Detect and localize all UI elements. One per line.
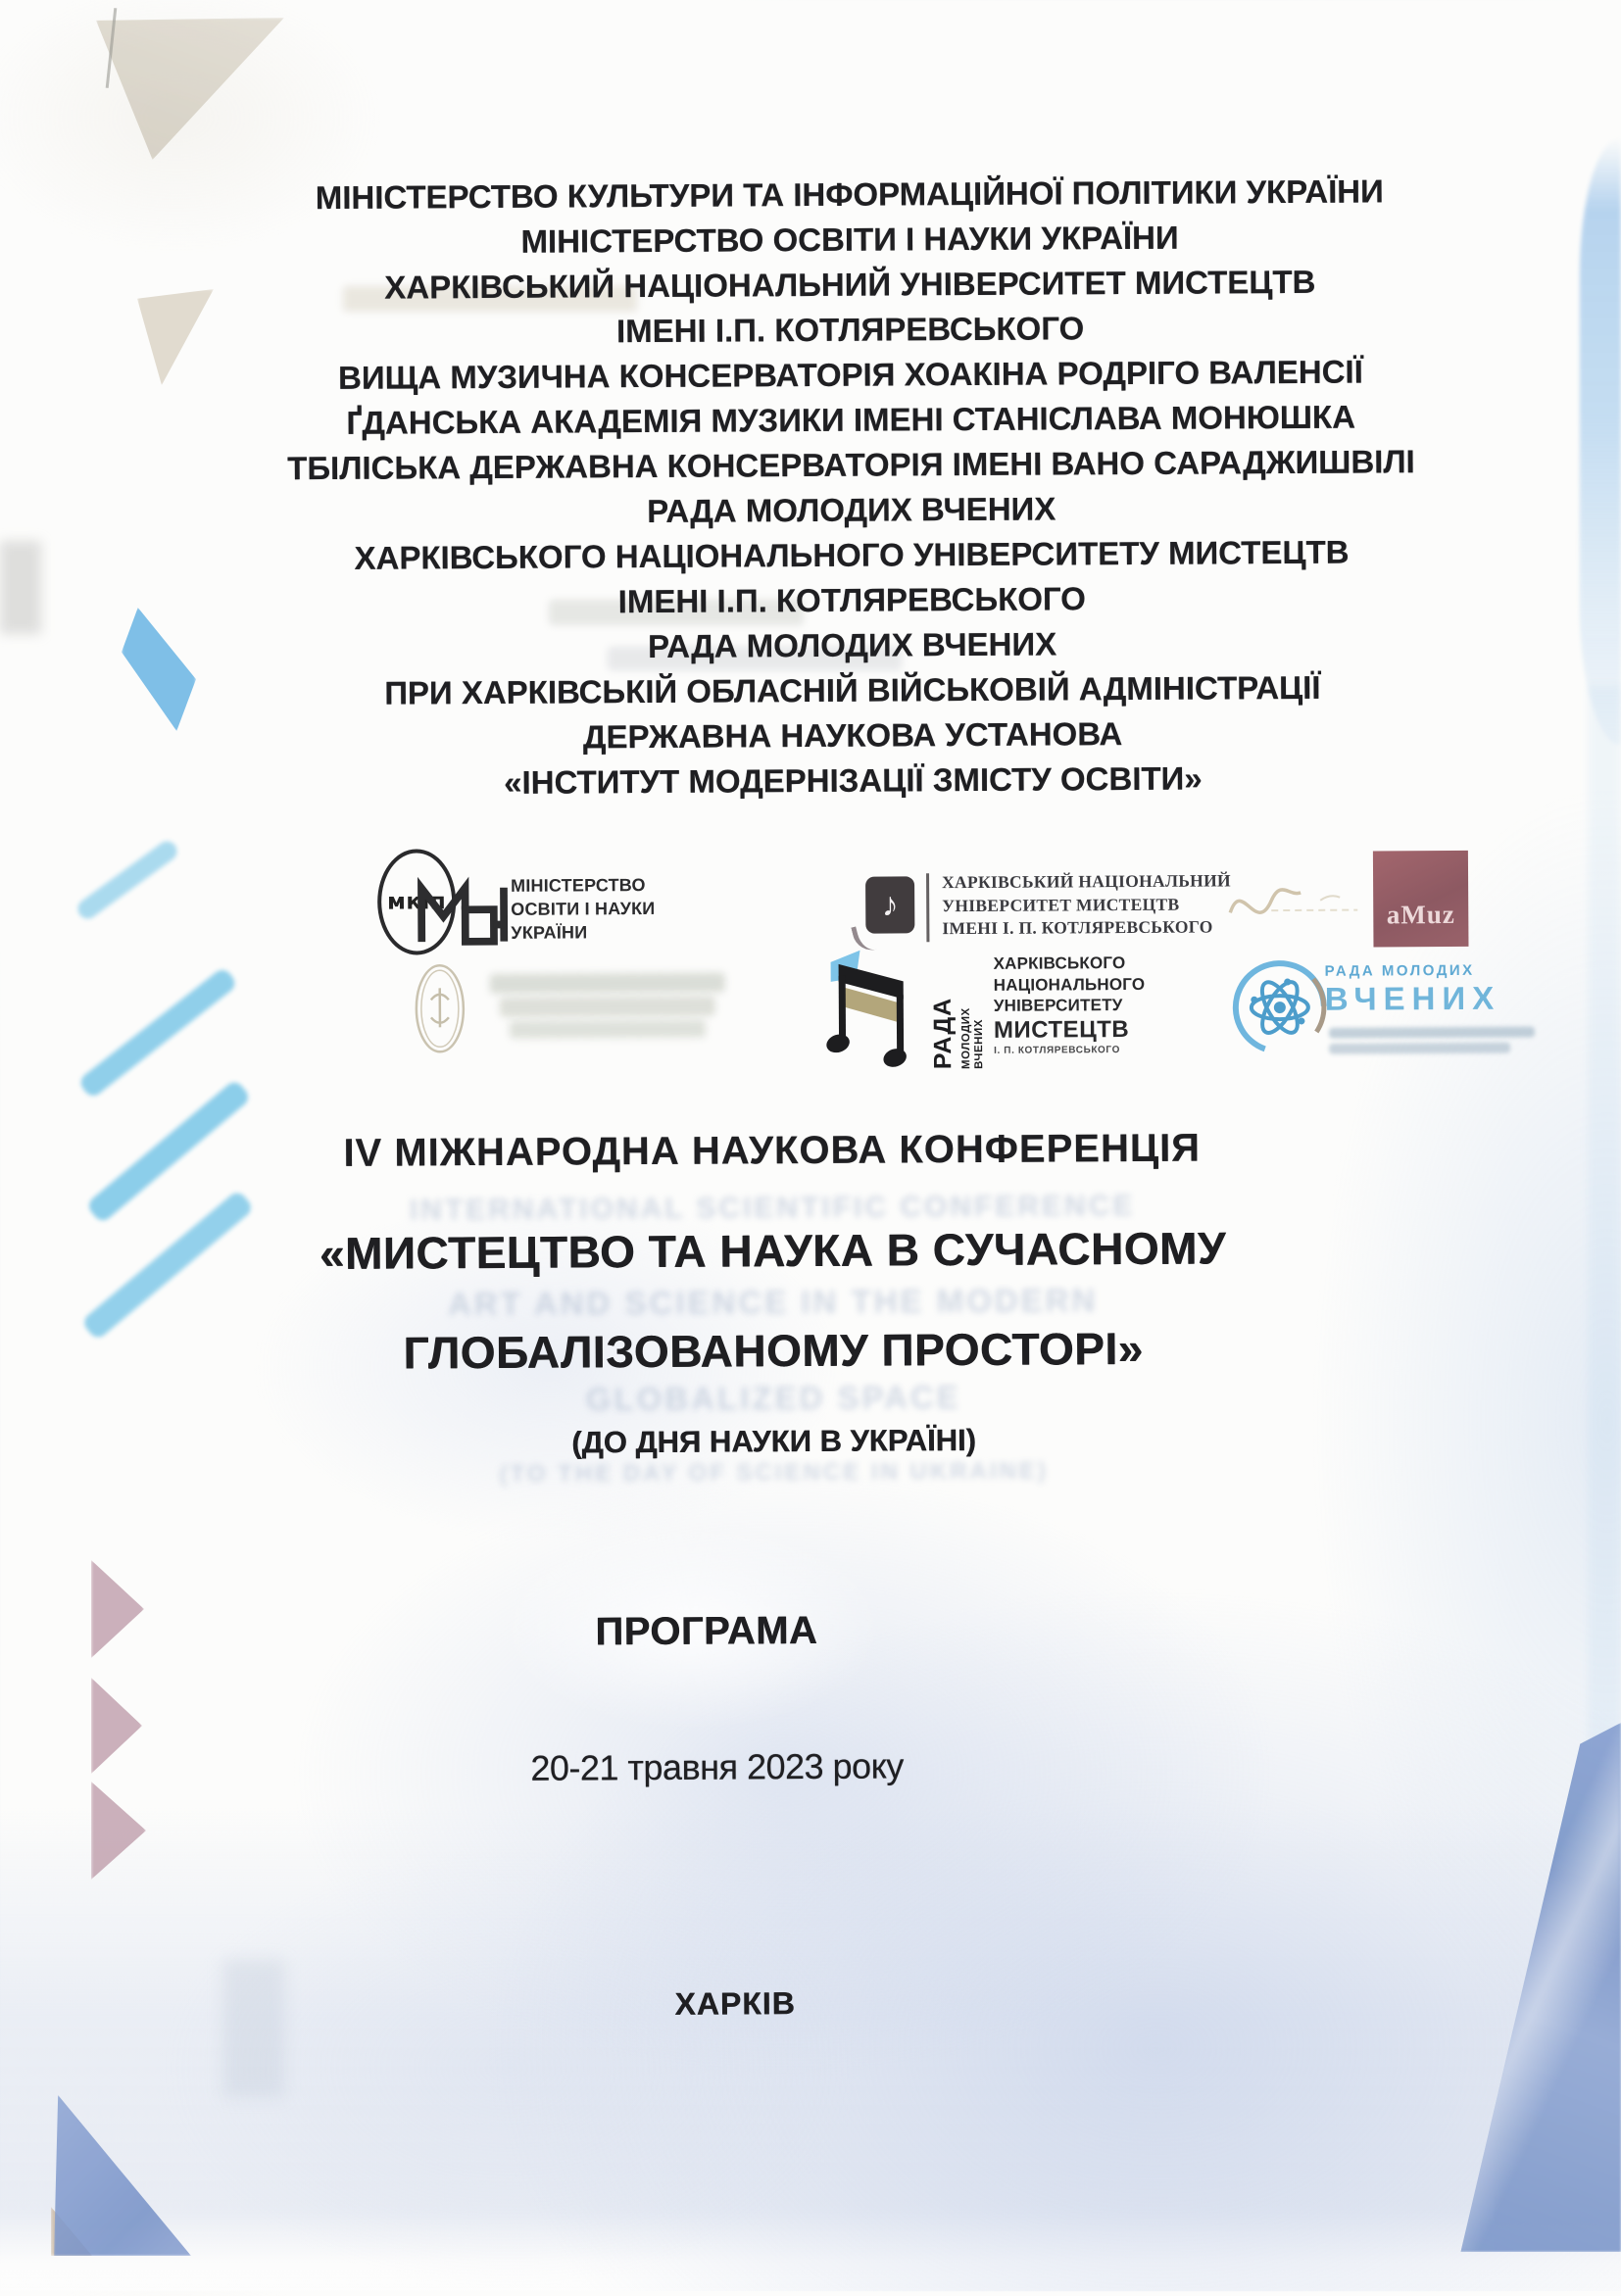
knua-note-glyph: ♪ [881,885,899,924]
organizer-line: «ІНСТИТУТ МОДЕРНІЗАЦІЇ ЗМІСТУ ОСВІТИ» [504,759,1203,801]
organizer-line: МІНІСТЕРСТВО КУЛЬТУРИ ТА ІНФОРМАЦІЙНОЇ ПОЛІТИКИ УКРАЇНИ [315,172,1384,217]
organizer-line: ВИЩА МУЗИЧНА КОНСЕРВАТОРІЯ ХОАКІНА РОДРІГО ВАЛЕНСІЇ [337,353,1363,396]
mon-caption-line: МІНІСТЕРСТВО [511,875,646,896]
mon-logo-caption [511,873,656,945]
organizer-line: РАДА МОЛОДИХ ВЧЕНИХ [647,490,1056,530]
knua-caption-line: ХАРКІВСЬКИЙ НАЦІОНАЛЬНИЙ [942,870,1231,893]
bleedthrough-line: INTERNATIONAL SCIENTIFIC CONFERENCE [409,1189,1136,1227]
mon-caption-line: УКРАЇНИ [511,922,588,943]
organizer-line: ПРИ ХАРКІВСЬКІЙ ОБЛАСНІЙ ВІЙСЬКОВІЙ АДМІНІСТРАЦІЇ [384,668,1321,711]
wave-signature-icon [1226,871,1365,943]
rmv-caption-line: НАЦІОНАЛЬНОГО [993,974,1146,995]
organizer-line: ІМЕНІ І.П. КОТЛЯРЕВСЬКОГО [615,310,1085,350]
rmv-vertical-sublabel [960,953,987,1069]
knua-logo-divider [926,873,929,942]
rmv-caption-small: І. П. КОТЛЯРЕВСЬКОГО [994,1044,1120,1056]
rmv-vertical-line: ВЧЕНИХ [972,1019,986,1069]
bleedthrough-line: GLOBALIZED SPACE [585,1379,961,1418]
organizer-line: ТБІЛІСЬКА ДЕРЖАВНА КОНСЕРВАТОРІЯ ІМЕНІ ВАНО САРАДЖИШВІЛІ [287,443,1415,487]
rmv-council-title-large: ВЧЕНИХ [1324,979,1501,1017]
organizer-line: ХАРКІВСЬКОГО НАЦІОНАЛЬНОГО УНІВЕРСИТЕТУ МИСТЕЦТВ [354,533,1350,576]
conference-ordinal: IV МІЖНАРОДНА НАУКОВА КОНФЕРЕНЦІЯ [343,1126,1202,1175]
amuz-logo [1373,851,1469,948]
ghost-text-smudge [510,1020,706,1039]
amuz-logo-label: aMuz [1386,899,1455,930]
rmv-caption-line: УНІВЕРСИТЕТУ [993,996,1123,1015]
rmv-council-title-small: РАДА МОЛОДИХ [1324,961,1475,980]
mon-caption-line: ОСВІТИ І НАУКИ [511,898,656,919]
organizer-line: ХАРКІВСЬКИЙ НАЦІОНАЛЬНИЙ УНІВЕРСИТЕТ МИСТЕЦТВ [384,263,1316,306]
double-note-icon [824,946,923,1072]
rmv-caption-line: ХАРКІВСЬКОГО [993,953,1126,973]
ghost-text-smudge [500,997,715,1017]
music-note-icon [865,876,914,933]
mkip-logo-label: мкіп [387,889,447,915]
atom-icon [1231,957,1330,1058]
organizer-line: МІНІСТЕРСТВО ОСВІТИ І НАУКИ УКРАЇНИ [520,219,1179,260]
knua-logo-caption [942,869,1231,940]
rmv-vertical-label: РАДА [928,997,958,1070]
bleedthrough-line: ART AND SCIENCE IN THE MODERN [447,1282,1099,1323]
ghost-text-smudge [490,973,725,994]
organizers-block [123,168,1581,807]
conference-title-line2: ГЛОБАЛІЗОВАНОМУ ПРОСТОРІ» [403,1322,1144,1379]
knua-caption-line: ІМЕНІ І. П. КОТЛЯРЕВСЬКОГО [942,916,1213,939]
ghost-text-smudge [1329,1026,1535,1038]
bleedthrough-line: (TO THE DAY OF SCIENCE IN UKRAINE) [499,1457,1049,1488]
knua-caption-line: УНІВЕРСИТЕТ МИСТЕЦТВ [942,894,1180,915]
organizer-line: ІМЕНІ І.П. КОТЛЯРЕВСЬКОГО [617,580,1087,620]
rmv-vertical-line: МОЛОДИХ [959,1007,973,1070]
rmv-logo-caption [994,953,1146,1057]
city-label: ХАРКІВ [674,1985,796,2022]
rmv-caption-emphasis: МИСТЕЦТВ [993,1015,1130,1044]
rmv-council-logo-text [1325,962,1501,1019]
conference-dates: 20-21 травня 2023 року [530,1745,904,1788]
conference-title-line1: «МИСТЕЦТВО ТА НАУКА В СУЧАСНОМУ [319,1222,1227,1280]
mon-logo-icon [415,870,509,952]
program-heading: ПРОГРАМА [595,1608,818,1654]
ghost-text-smudge [1329,1043,1510,1054]
organizer-line: ДЕРЖАВНА НАУКОВА УСТАНОВА [582,715,1123,756]
organizer-line: ҐДАНСЬКА АКАДЕМІЯ МУЗИКИ ІМЕНІ СТАНІСЛАВА МОНЮШКА [346,398,1356,441]
tbilisi-emblem-icon [414,962,467,1054]
conference-dedication: (ДО ДНЯ НАУКИ В УКРАЇНІ) [571,1422,976,1460]
organizer-line: РАДА МОЛОДИХ ВЧЕНИХ [647,625,1057,665]
conference-title-block [60,1125,1487,1464]
